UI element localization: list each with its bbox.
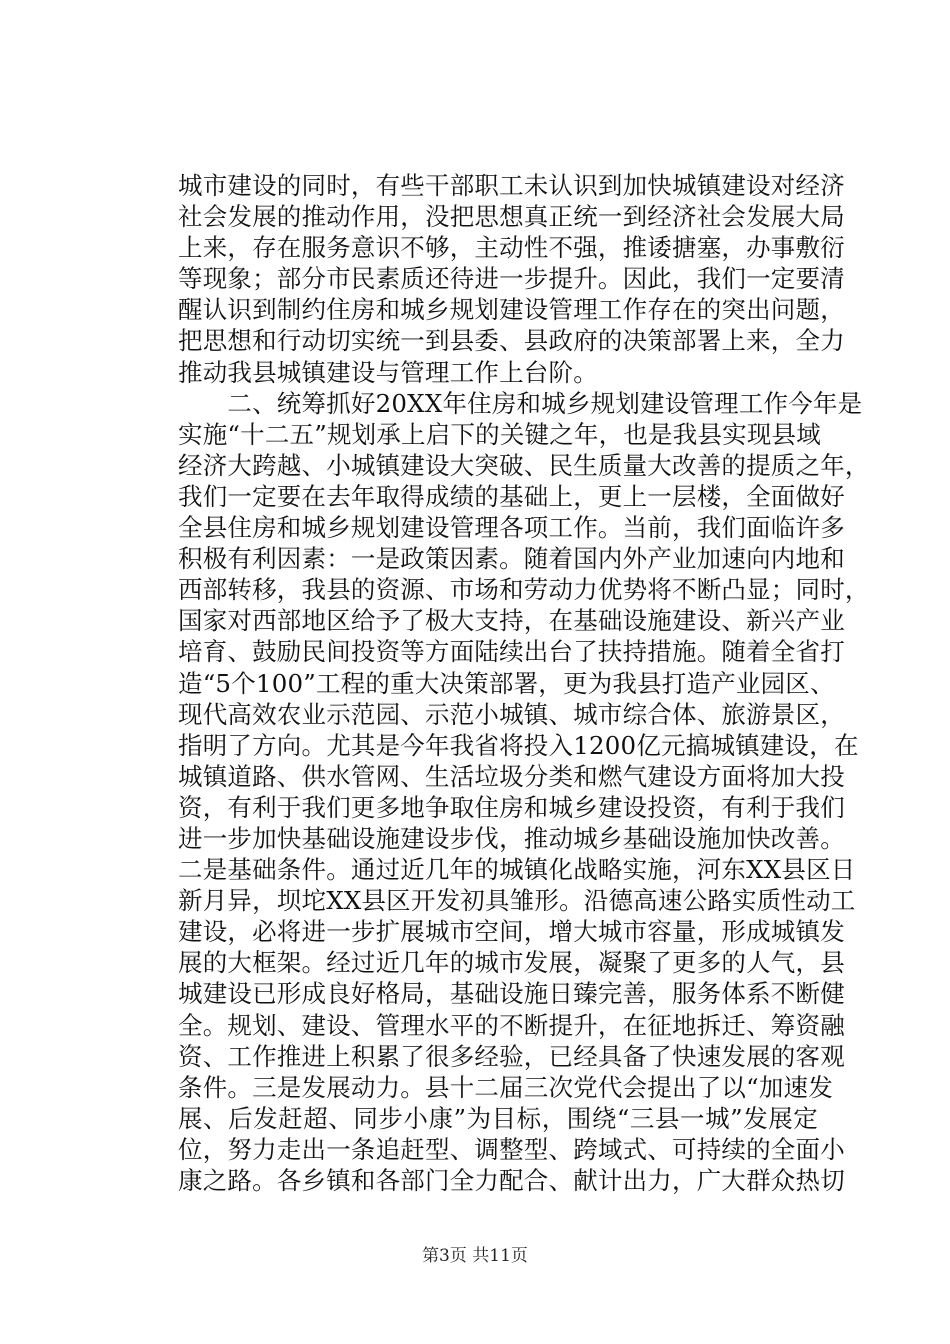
text-line: 指明了方向。尤其是今年我省将投入1200亿元搞城镇建设，在 xyxy=(178,730,859,760)
text-line: 新月异，坝坨XX县区开发初具雏形。沿德高速公路实质性动工 xyxy=(178,886,856,916)
text-line: 培育、鼓励民间投资等方面陆续出台了扶持措施。随着全省打 xyxy=(178,637,845,667)
text-line: 建设，必将进一步扩展城市空间，增大城市容量，形成城镇发 xyxy=(178,917,845,947)
body-text xyxy=(178,170,870,1196)
text-line: 资，有利于我们更多地争取住房和城乡建设投资，有利于我们 xyxy=(178,792,845,822)
text-line: 推动我县城镇建设与管理工作上台阶。 xyxy=(178,357,598,387)
text-line: 进一步加快基础设施建设步伐，推动城乡基础设施加快改善。 xyxy=(178,823,845,853)
text-line: 康之路。各乡镇和各部门全力配合、献计出力，广大群众热切 xyxy=(178,1166,845,1195)
text-line: 位，努力走出一条追赶型、调整型、跨域式、可持续的全面小 xyxy=(178,1134,845,1164)
text-line: 积极有利因素：一是政策因素。随着国内外产业加速向内地和 xyxy=(178,544,845,574)
text-line: 资、工作推进上积累了很多经验，已经具备了快速发展的客观 xyxy=(178,1041,845,1071)
text-line: 实施“十二五”规划承上启下的关键之年，也是我县实现县域 xyxy=(178,419,821,449)
text-line: 上来，存在服务意识不够，主动性不强，推诿搪塞，办事敷衍 xyxy=(178,233,845,263)
text-line: 醒认识到制约住房和城乡规划建设管理工作存在的突出问题， xyxy=(178,295,845,325)
text-line: 现代高效农业示范园、示范小城镇、城市综合体、旅游景区， xyxy=(178,699,845,729)
text-line: 展、后发赶超、同步小康”为目标，围绕“三县一城”发展定 xyxy=(178,1103,818,1133)
text-line: 二、统筹抓好20XX年住房和城乡规划建设管理工作今年是 xyxy=(178,388,863,418)
text-line: 全县住房和城乡规划建设管理各项工作。当前，我们面临许多 xyxy=(178,513,845,543)
text-line: 城市建设的同时，有些干部职工未认识到加快城镇建设对经济 xyxy=(178,171,845,200)
text-line: 经济大跨越、小城镇建设大突破、民生质量大改善的提质之年， xyxy=(178,450,870,480)
page-footer: 第3页 共11页 xyxy=(422,1246,528,1266)
text-line: 二是基础条件。通过近几年的城镇化战略实施，河东XX县区日 xyxy=(178,855,856,885)
text-line: 等现象；部分市民素质还待进一步提升。因此，我们一定要清 xyxy=(178,264,845,294)
text-line: 城镇道路、供水管网、生活垃圾分类和燃气建设方面将加大投 xyxy=(178,761,845,791)
text-line: 我们一定要在去年取得成绩的基础上，更上一层楼，全面做好 xyxy=(178,481,845,511)
text-line: 国家对西部地区给予了极大支持，在基础设施建设、新兴产业 xyxy=(178,606,845,636)
text-line: 展的大框架。经过近几年的城市发展，凝聚了更多的人气，县 xyxy=(178,948,845,978)
text-line: 西部转移，我县的资源、市场和劳动力优势将不断凸显；同时， xyxy=(178,575,870,605)
text-line: 全。规划、建设、管理水平的不断提升，在征地拆迁、筹资融 xyxy=(178,1010,845,1040)
text-line: 造“5个100”工程的重大决策部署，更为我县打造产业园区、 xyxy=(178,668,835,698)
text-line: 把思想和行动切实统一到县委、县政府的决策部署上来，全力 xyxy=(178,326,845,356)
text-line: 条件。三是发展动力。县十二届三次党代会提出了以“加速发 xyxy=(178,1072,833,1102)
text-line: 社会发展的推动作用，没把思想真正统一到经济社会发展大局 xyxy=(178,202,845,232)
text-line: 城建设已形成良好格局，基础设施日臻完善，服务体系不断健 xyxy=(178,979,845,1009)
